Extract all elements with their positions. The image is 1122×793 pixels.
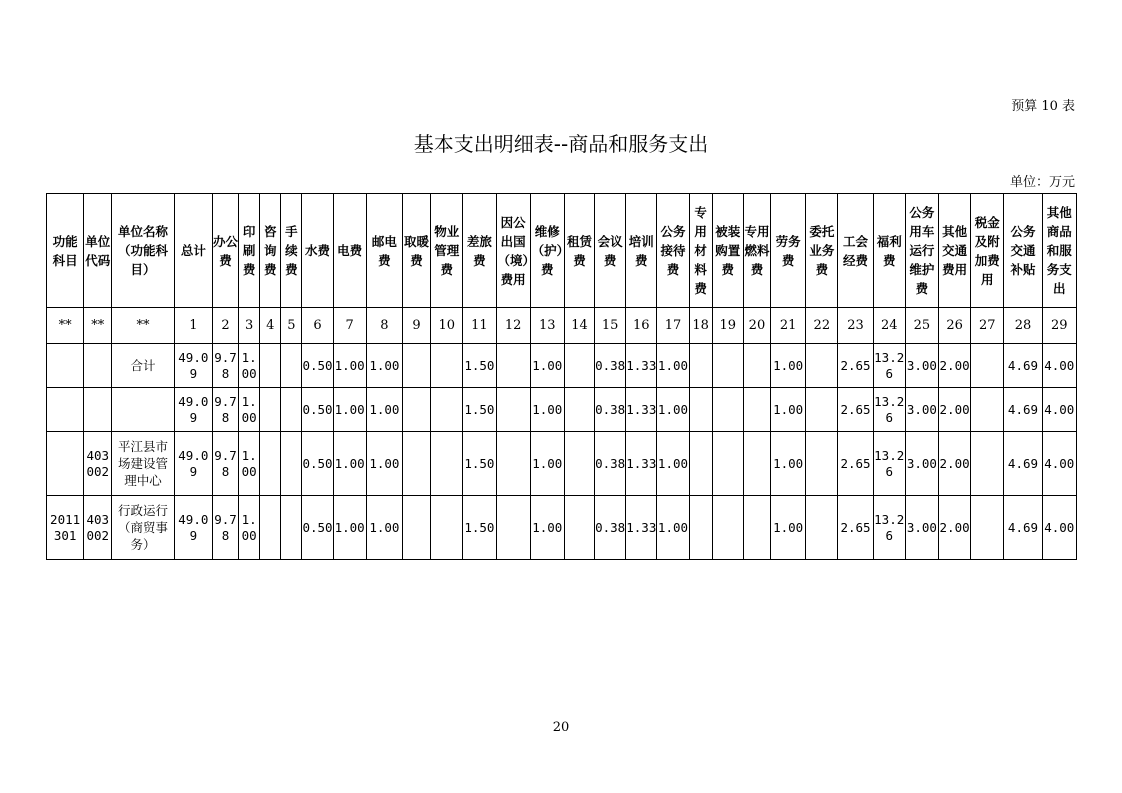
table-cell: 1.00 xyxy=(771,344,806,388)
table-cell: 1.00 xyxy=(333,388,366,432)
table-cell: 13.26 xyxy=(873,432,905,496)
data-rows xyxy=(47,344,1077,560)
header-cell: 邮电费 xyxy=(366,194,402,308)
index-cell: 6 xyxy=(302,308,333,344)
unit-label: 单位：万元 xyxy=(1009,175,1075,190)
table-cell: 2.00 xyxy=(939,388,971,432)
table-cell: 2.00 xyxy=(939,432,971,496)
table-cell: 3.00 xyxy=(905,388,938,432)
table-cell xyxy=(712,388,743,432)
index-cell: 18 xyxy=(689,308,712,344)
table-cell: 1.50 xyxy=(463,432,496,496)
table-cell: 1.00 xyxy=(771,496,806,560)
table-cell xyxy=(260,432,281,496)
table-cell: 9.78 xyxy=(212,344,238,388)
index-cell: ** xyxy=(84,308,112,344)
table-cell: 1.00 xyxy=(530,344,564,388)
table-cell: 1.50 xyxy=(463,344,496,388)
table-cell xyxy=(496,496,530,560)
table-cell xyxy=(743,496,770,560)
index-cell: 27 xyxy=(971,308,1004,344)
table-cell xyxy=(806,344,838,388)
header-cell: 公务用车运行维护费 xyxy=(905,194,938,308)
table-cell: 3.00 xyxy=(905,344,938,388)
table-cell: 2.65 xyxy=(838,432,873,496)
table-cell xyxy=(402,344,430,388)
table-cell: 1.00 xyxy=(366,388,402,432)
table-cell xyxy=(743,344,770,388)
table-cell: 1.00 xyxy=(657,388,689,432)
table-cell: 9.78 xyxy=(212,432,238,496)
header-cell: 单位代码 xyxy=(84,194,112,308)
table-cell: 1.00 xyxy=(239,496,260,560)
index-cell: 4 xyxy=(260,308,281,344)
header-cell: 差旅费 xyxy=(463,194,496,308)
table-cell: 4.00 xyxy=(1042,388,1076,432)
table-cell: 49.09 xyxy=(174,344,212,388)
index-cell: 24 xyxy=(873,308,905,344)
table-cell xyxy=(971,388,1004,432)
header-cell: 单位名称（功能科目） xyxy=(112,194,174,308)
table-cell: 0.38 xyxy=(595,344,626,388)
table-cell: 1.00 xyxy=(771,388,806,432)
table-cell xyxy=(712,496,743,560)
header-cell: 租赁费 xyxy=(564,194,594,308)
index-row xyxy=(47,308,1077,344)
index-cell: 10 xyxy=(431,308,463,344)
table-cell xyxy=(260,496,281,560)
index-cell: ** xyxy=(47,308,84,344)
table-cell: 0.50 xyxy=(302,344,333,388)
index-cell: 28 xyxy=(1004,308,1042,344)
table-cell xyxy=(743,388,770,432)
table-cell xyxy=(84,388,112,432)
table-row xyxy=(47,496,1077,560)
index-cell: 3 xyxy=(239,308,260,344)
index-cell: 11 xyxy=(463,308,496,344)
table-cell xyxy=(402,432,430,496)
table-cell xyxy=(496,388,530,432)
table-cell xyxy=(260,344,281,388)
table-cell: 13.26 xyxy=(873,388,905,432)
table-cell: 13.26 xyxy=(873,344,905,388)
header-cell: 公务接待费 xyxy=(657,194,689,308)
index-cell: 22 xyxy=(806,308,838,344)
header-cell: 取暖费 xyxy=(402,194,430,308)
table-cell: 1.00 xyxy=(366,496,402,560)
table-cell xyxy=(564,496,594,560)
index-cell: 23 xyxy=(838,308,873,344)
index-cell: 15 xyxy=(595,308,626,344)
table-cell: 403002 xyxy=(84,496,112,560)
table-cell xyxy=(402,496,430,560)
table-cell xyxy=(402,388,430,432)
table-cell xyxy=(281,432,302,496)
table-cell xyxy=(689,432,712,496)
table-cell xyxy=(564,432,594,496)
table-cell: 1.00 xyxy=(771,432,806,496)
index-cell: 13 xyxy=(530,308,564,344)
table-cell: 2.65 xyxy=(838,496,873,560)
table-cell: 1.33 xyxy=(626,344,657,388)
table-cell xyxy=(47,388,84,432)
index-cell: 19 xyxy=(712,308,743,344)
table-cell: 9.78 xyxy=(212,388,238,432)
table-cell: 0.38 xyxy=(595,388,626,432)
table-cell: 3.00 xyxy=(905,432,938,496)
header-cell: 公务交通补贴 xyxy=(1004,194,1042,308)
table-cell xyxy=(689,496,712,560)
table-cell: 4.69 xyxy=(1004,388,1042,432)
table-cell: 13.26 xyxy=(873,496,905,560)
header-cell: 培训费 xyxy=(626,194,657,308)
table-cell xyxy=(971,344,1004,388)
expenditure-table xyxy=(46,193,1077,560)
table-cell: 1.00 xyxy=(657,432,689,496)
header-cell: 福利费 xyxy=(873,194,905,308)
table-cell xyxy=(431,388,463,432)
table-cell: 1.00 xyxy=(530,496,564,560)
table-cell: 4.69 xyxy=(1004,496,1042,560)
table-cell: 2.65 xyxy=(838,388,873,432)
table-cell xyxy=(564,388,594,432)
header-cell: 其他商品和服务支出 xyxy=(1042,194,1076,308)
table-cell: 49.09 xyxy=(174,432,212,496)
table-cell xyxy=(281,388,302,432)
table-cell: 1.00 xyxy=(239,388,260,432)
header-cell: 专用材料费 xyxy=(689,194,712,308)
header-cell: 专用燃料费 xyxy=(743,194,770,308)
table-cell xyxy=(689,344,712,388)
table-cell: 403002 xyxy=(84,432,112,496)
table-cell: 1.00 xyxy=(530,432,564,496)
table-cell: 0.38 xyxy=(595,496,626,560)
table-cell xyxy=(806,388,838,432)
header-cell: 手续费 xyxy=(281,194,302,308)
table-cell: 2.00 xyxy=(939,496,971,560)
table-cell xyxy=(743,432,770,496)
table-cell xyxy=(47,344,84,388)
header-cell: 委托业务费 xyxy=(806,194,838,308)
table-cell xyxy=(806,432,838,496)
table-cell: 0.50 xyxy=(302,496,333,560)
header-cell: 被装购置费 xyxy=(712,194,743,308)
header-cell: 工会经费 xyxy=(838,194,873,308)
header-cell: 物业管理费 xyxy=(431,194,463,308)
table-cell: 4.00 xyxy=(1042,344,1076,388)
index-cell: 25 xyxy=(905,308,938,344)
header-cell: 劳务费 xyxy=(771,194,806,308)
table-cell: 1.00 xyxy=(239,432,260,496)
table-cell: 1.33 xyxy=(626,432,657,496)
table-cell: 1.00 xyxy=(366,344,402,388)
table-cell: 0.50 xyxy=(302,388,333,432)
table-cell: 2.00 xyxy=(939,344,971,388)
table-cell: 0.50 xyxy=(302,432,333,496)
table-number-label: 预算 10 表 xyxy=(1011,99,1075,114)
table-cell: 1.00 xyxy=(333,344,366,388)
table-cell: 1.00 xyxy=(657,496,689,560)
table-row xyxy=(47,432,1077,496)
table-cell xyxy=(281,344,302,388)
table-row xyxy=(47,388,1077,432)
table-cell: 1.33 xyxy=(626,496,657,560)
table-cell: 1.50 xyxy=(463,388,496,432)
table-cell: 1.33 xyxy=(626,388,657,432)
header-cell: 因公出国（境）费用 xyxy=(496,194,530,308)
page-title: 基本支出明细表--商品和服务支出 xyxy=(413,132,709,156)
table-cell: 2011301 xyxy=(47,496,84,560)
table-cell: 3.00 xyxy=(905,496,938,560)
table-row xyxy=(47,344,1077,388)
table-cell: 4.69 xyxy=(1004,432,1042,496)
index-cell: 20 xyxy=(743,308,770,344)
header-cell: 税金及附加费用 xyxy=(971,194,1004,308)
table-cell xyxy=(431,496,463,560)
header-cell: 功能科目 xyxy=(47,194,84,308)
index-cell: 2 xyxy=(212,308,238,344)
header-cell: 咨询费 xyxy=(260,194,281,308)
index-cell: 9 xyxy=(402,308,430,344)
table-cell: 49.09 xyxy=(174,388,212,432)
header-cell: 总计 xyxy=(174,194,212,308)
table-cell: 1.00 xyxy=(366,432,402,496)
header-cell: 维修（护）费 xyxy=(530,194,564,308)
index-cell: 29 xyxy=(1042,308,1076,344)
header-cell: 水费 xyxy=(302,194,333,308)
header-cell: 电费 xyxy=(333,194,366,308)
table-cell xyxy=(496,432,530,496)
table-cell: 1.00 xyxy=(239,344,260,388)
table-cell xyxy=(431,432,463,496)
table-cell xyxy=(689,388,712,432)
table-cell xyxy=(712,432,743,496)
table-cell: 4.69 xyxy=(1004,344,1042,388)
index-cell: 17 xyxy=(657,308,689,344)
page-number: 20 xyxy=(552,720,570,735)
table-cell xyxy=(712,344,743,388)
table-cell: 1.00 xyxy=(333,496,366,560)
table-cell xyxy=(431,344,463,388)
header-cell: 会议费 xyxy=(595,194,626,308)
table-cell: 4.00 xyxy=(1042,496,1076,560)
header-cell: 其他交通费用 xyxy=(939,194,971,308)
table-cell: 行政运行（商贸事务） xyxy=(112,496,174,560)
index-cell: 26 xyxy=(939,308,971,344)
index-cell: 21 xyxy=(771,308,806,344)
table-cell: 1.00 xyxy=(333,432,366,496)
table-cell xyxy=(281,496,302,560)
table-cell: 平江县市场建设管理中心 xyxy=(112,432,174,496)
table-cell: 9.78 xyxy=(212,496,238,560)
table-cell: 合计 xyxy=(112,344,174,388)
index-cell: 8 xyxy=(366,308,402,344)
table-cell: 1.50 xyxy=(463,496,496,560)
table-cell xyxy=(564,344,594,388)
table-cell xyxy=(84,344,112,388)
index-cell: 12 xyxy=(496,308,530,344)
table-cell: 2.65 xyxy=(838,344,873,388)
table-cell: 49.09 xyxy=(174,496,212,560)
index-cell: 1 xyxy=(174,308,212,344)
table-cell xyxy=(971,496,1004,560)
table-cell: 1.00 xyxy=(530,388,564,432)
index-cell: 7 xyxy=(333,308,366,344)
index-cell: 14 xyxy=(564,308,594,344)
header-row xyxy=(47,194,1077,308)
table-cell xyxy=(806,496,838,560)
table-cell xyxy=(260,388,281,432)
header-cell: 印刷费 xyxy=(239,194,260,308)
table-cell xyxy=(47,432,84,496)
table-cell: 0.38 xyxy=(595,432,626,496)
table-cell xyxy=(496,344,530,388)
table-cell: 1.00 xyxy=(657,344,689,388)
index-cell: ** xyxy=(112,308,174,344)
table-cell xyxy=(971,432,1004,496)
table-cell: 4.00 xyxy=(1042,432,1076,496)
index-cell: 5 xyxy=(281,308,302,344)
header-cell: 办公费 xyxy=(212,194,238,308)
table-cell xyxy=(112,388,174,432)
index-cell: 16 xyxy=(626,308,657,344)
